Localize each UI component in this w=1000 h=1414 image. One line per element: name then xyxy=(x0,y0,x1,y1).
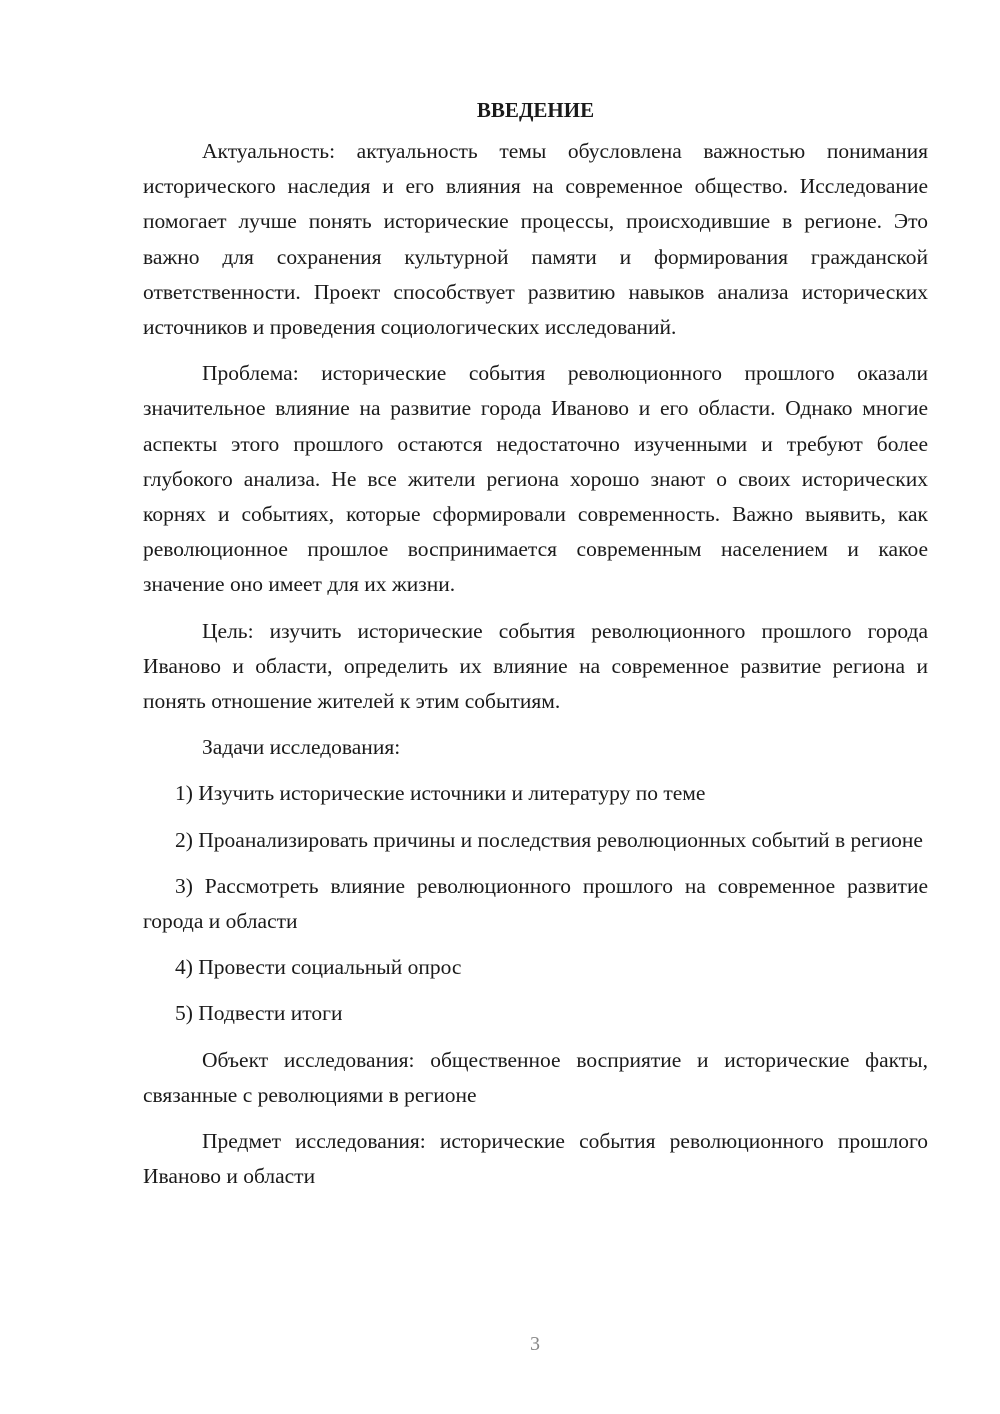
paragraph-goal: Цель: изучить исторические события революционного прошлого города Иваново и области, определить их влияние на современное развитие региона и понять отношение жителей к этим событиям. xyxy=(143,618,928,714)
paragraph-tasks-heading: Задачи исследования: xyxy=(202,735,401,760)
page-number: 3 xyxy=(530,1333,540,1355)
paragraph-relevance: Актуальность: актуальность темы обусловлена важностью понимания исторического наследия и его влияния на современное общество. Исследование помогает лучше понять исторические процессы, происходившие в регионе. Это важно для сохранения культурной памяти и формирования гражданской ответственности. Проект способствует развитию навыков анализа исторических источников и проведения социологических исследований. xyxy=(143,139,928,340)
paragraph-subject: Предмет исследования: исторические события революционного прошлого Иваново и области xyxy=(143,1129,928,1189)
task-item-4: 4) Провести социальный опрос xyxy=(175,955,462,980)
task-item-3: 3) Рассмотреть влияние революционного прошлого на современное развитие города и области xyxy=(143,873,928,934)
paragraph-object: Объект исследования: общественное восприятие и исторические факты, связанные с революциями в регионе xyxy=(143,1047,928,1107)
task-item-1: 1) Изучить исторические источники и литературу по теме xyxy=(175,781,706,806)
paragraph-problem: Проблема: исторические события революционного прошлого оказали значительное влияние на развитие города Иваново и его области. Однако многие аспекты этого прошлого остаются недостаточно изученными и требуют более глубокого анализа. Не все жители региона хорошо знают о своих исторических корнях и событиях, которые сформировали современность. Важно выявить, как революционное прошлое воспринимается современным населением и какое значение оно имеет для их жизни. xyxy=(143,361,928,597)
document-page xyxy=(143,95,928,1205)
task-item-2: 2) Проанализировать причины и последствия революционных событий в регионе xyxy=(175,827,923,852)
task-item-5: 5) Подвести итоги xyxy=(175,1001,343,1026)
page-title: ВВЕДЕНИЕ xyxy=(476,98,595,122)
